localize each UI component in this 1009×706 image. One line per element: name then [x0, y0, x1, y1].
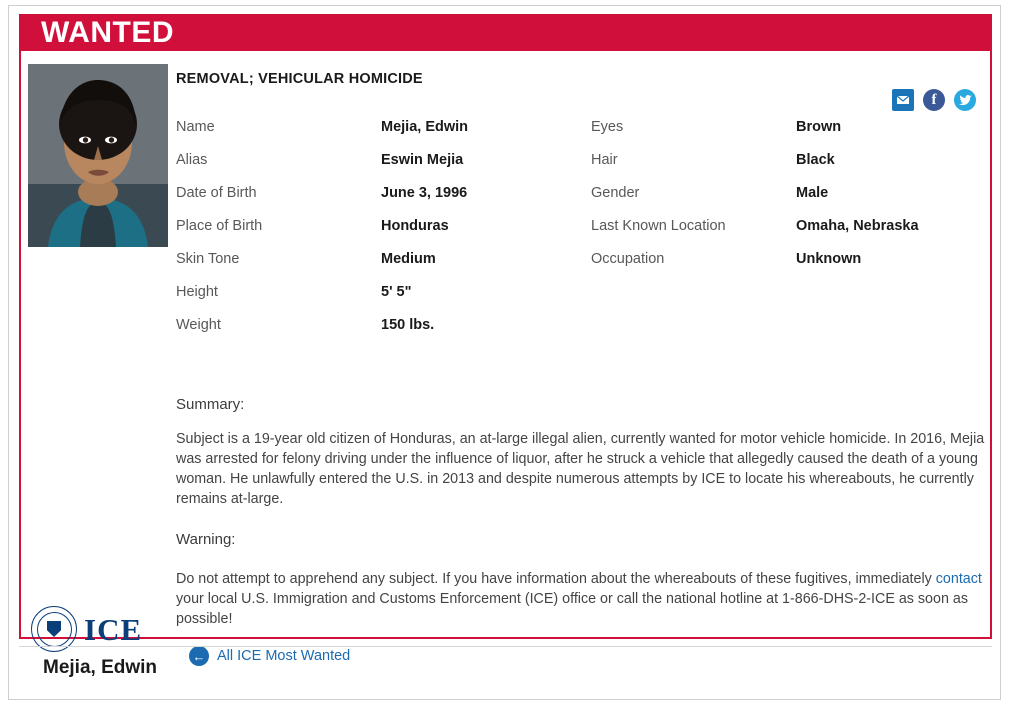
field-label: Alias	[176, 152, 208, 168]
field-value: Unknown	[796, 251, 862, 267]
summary-heading: Summary:	[176, 396, 245, 413]
field-value: Black	[796, 152, 835, 168]
field-value: Male	[796, 185, 829, 201]
field-row	[176, 152, 576, 185]
poster-body	[19, 51, 992, 664]
field-row	[176, 251, 576, 284]
social-share-group	[892, 89, 976, 111]
warning-text-before: Do not attempt to apprehend any subject. If you have information about the whereabouts of these fugitives, immediately	[176, 571, 936, 587]
case-title: REMOVAL; VEHICULAR HOMICIDE	[176, 71, 423, 87]
field-label: Weight	[176, 317, 221, 333]
field-label: Height	[176, 284, 218, 300]
ice-logo-text: ICE	[84, 611, 143, 647]
field-row	[176, 119, 576, 152]
field-label: Occupation	[591, 251, 665, 267]
field-row	[176, 284, 576, 317]
twitter-icon[interactable]	[954, 89, 976, 111]
field-value: 5' 5"	[381, 284, 412, 300]
envelope-icon[interactable]	[892, 89, 914, 111]
field-value: Mejia, Edwin	[381, 119, 469, 135]
wanted-banner	[19, 14, 992, 51]
back-arrow-icon: ←	[189, 646, 209, 666]
field-row	[176, 185, 576, 218]
field-row	[176, 218, 576, 251]
field-value: Eswin Mejia	[381, 152, 464, 168]
field-label: Name	[176, 119, 215, 135]
field-value: Omaha, Nebraska	[796, 218, 919, 234]
field-label: Gender	[591, 185, 640, 201]
field-label: Date of Birth	[176, 185, 257, 201]
field-row	[591, 218, 991, 251]
field-value: June 3, 1996	[381, 185, 468, 201]
back-link-label: All ICE Most Wanted	[217, 648, 351, 664]
field-label: Place of Birth	[176, 218, 263, 234]
field-label: Last Known Location	[591, 218, 726, 234]
field-row	[591, 119, 991, 152]
warning-text-after: your local U.S. Immigration and Customs Enforcement (ICE) office or call the national hotline at 1-866-DHS-2-ICE as soon as possible!	[176, 591, 968, 627]
field-value: Honduras	[381, 218, 449, 234]
fields-left-column	[176, 119, 576, 350]
field-row	[591, 185, 991, 218]
footer-bar	[19, 646, 992, 693]
field-row	[591, 152, 991, 185]
subject-photo	[28, 64, 168, 247]
page-title: WANTED	[41, 16, 174, 49]
footer-subject-name: Mejia, Edwin	[43, 657, 158, 678]
contact-link[interactable]: contact	[935, 571, 982, 587]
field-label: Skin Tone	[176, 251, 240, 267]
field-row	[176, 317, 576, 350]
poster-card	[8, 5, 1001, 700]
facebook-icon[interactable]: f	[923, 89, 945, 111]
fields-right-column	[591, 119, 991, 284]
field-value: Brown	[796, 119, 842, 135]
summary-text: Subject is a 19-year old citizen of Honduras, an at-large illegal alien, currently wanted for motor vehicle homicide. In 2016, Mejia was arrested for felony driving under the influence of liquor, after he struck a vehicle that allegedly caused the death of a young woman. He unlawfully entered the U.S. in 2013 and despite numerous attempts by ICE to locate his whereabouts, he currently remains at-large.	[176, 431, 985, 507]
field-value: Medium	[381, 251, 436, 267]
warning-text	[176, 569, 1006, 629]
field-label: Hair	[591, 152, 618, 168]
field-label: Eyes	[591, 119, 624, 135]
field-value: 150 lbs.	[381, 317, 435, 333]
warning-heading: Warning:	[176, 531, 236, 548]
field-row	[591, 251, 991, 284]
